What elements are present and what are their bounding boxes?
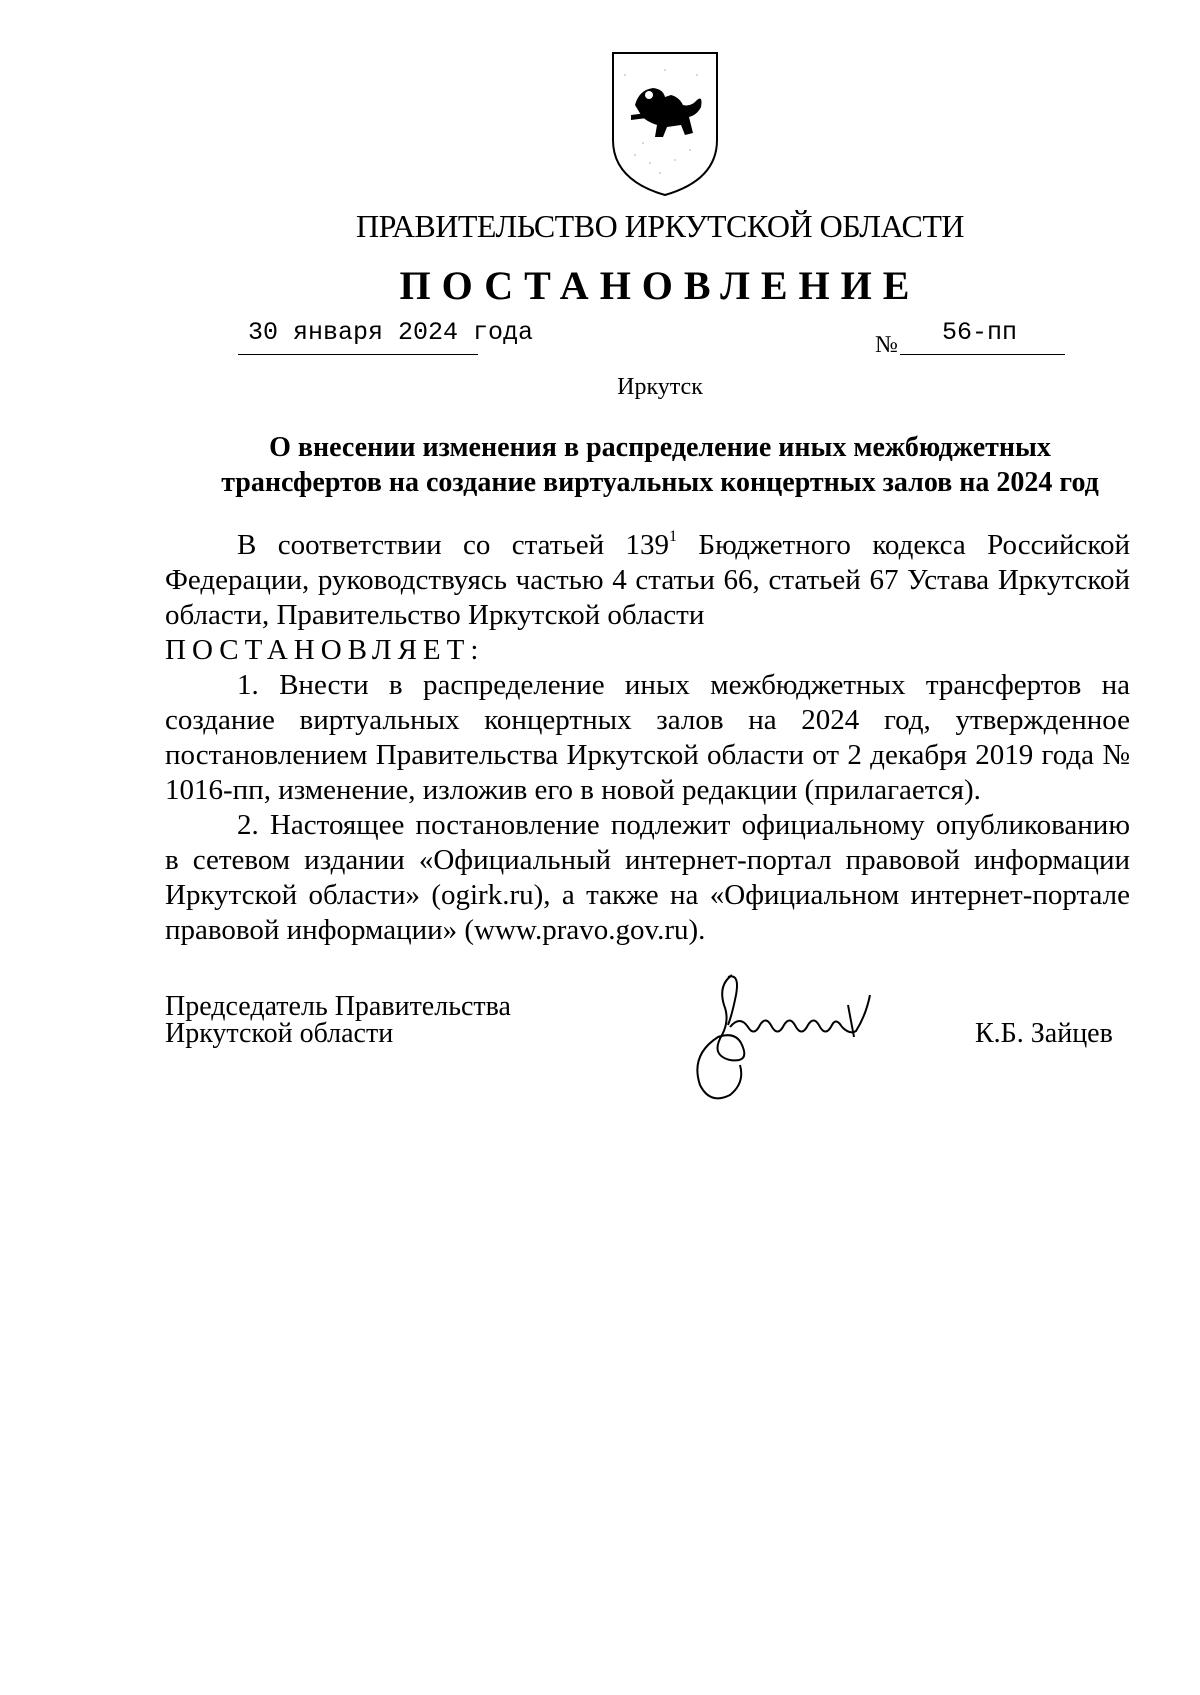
document-subject [165,430,1155,500]
decree-date-field [238,318,534,355]
number-sign: № [875,332,898,358]
subject-line-2: трансфертов на создание виртуальных концертных залов на 2024 год [221,467,1099,498]
preamble-end: Бюджетного кодекса Российской Федерации, руководствуясь частью 4 статьи 66, статьей 67 Устава Иркутской области, Правительство Иркутской области [165,529,1131,631]
decree-date: 30 января 2024 года [248,318,534,347]
resolves-heading: ПОСТАНОВЛЯЕТ: [165,634,485,666]
coat-of-arms-icon [605,45,725,200]
position-line-2: Иркутской области [165,1018,394,1049]
item-2-paragraph: 2. Настоящее постановление подлежит официальному опубликованию в сетевом издании «Официальный интернет-портал правовой информации Иркутской области» (ogirk.ru), а также на «Официальном интернет-портале правовой информации» (www.pravo.gov.ru). [165,809,1130,946]
position-line-1: Председатель Правительства [165,991,511,1022]
government-name: ПРАВИТЕЛЬСТВО ИРКУТСКОЙ ОБЛАСТИ [356,208,964,244]
signatory-name: К.Б. Зайцев [975,1018,1113,1049]
subject-line-1: О внесении изменения в распределение иных межбюджетных [269,432,1051,463]
decree-number-field [900,318,1065,355]
item-1-paragraph: 1. Внести в распределение иных межбюджетных трансфертов на создание виртуальных концертных залов на 2024 год, утвержденное постановлением Правительства Иркутской области от 2 декабря 2019 года № 1016-пп, изменение, изложив его в новой редакции (прилагается). [165,669,1130,806]
preamble-start: В соответствии со статьей 139 [237,529,670,561]
signatory-position [165,993,511,1047]
document-type: ПОСТАНОВЛЕНИЕ [399,263,921,308]
preamble-paragraph [165,528,1130,633]
city-name: Иркутск [617,374,703,400]
decree-number: 56-пп [942,318,1018,347]
document-body [165,528,1130,948]
handwritten-signature-icon [670,965,920,1115]
article-superscript: 1 [669,528,678,546]
